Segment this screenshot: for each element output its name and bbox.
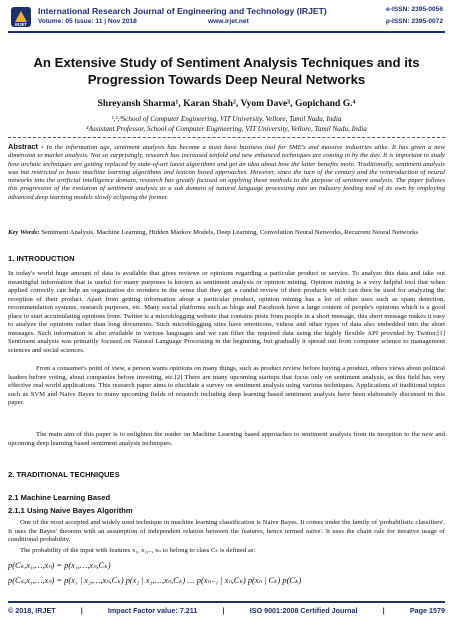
footer-page-number: Page 1579 xyxy=(409,606,445,615)
naive-bayes-paragraph-1: One of the most accepted and widely used technique in machine learning classification is Naive Bayes. It comes under the family of 'probabilistic classifiers'. It uses the Bayes' theorem with an assumption of independent relation between the features, hence termed naive'. It uses the chain rule for iterative usage of conditional probability. xyxy=(8,519,445,543)
author-list: Shreyansh Sharma¹, Karan Shah², Vyom Dave³, Gopichand G.⁴ xyxy=(97,98,356,109)
abstract-label: Abstract - xyxy=(8,142,44,151)
footer-separator: | xyxy=(222,606,225,615)
footer-divider xyxy=(8,601,445,603)
page-footer xyxy=(8,606,445,615)
abstract-divider xyxy=(8,137,445,138)
abstract-text: In the information age, sentiment analysis has become a must have business tool for SME's and massive industries alike. It has given a new dimension to market analysis. Not so surprisingly, research has increased tenfold and new enhanced techniques are coming in by the day. It is important to study how archaic techniques are getting replaced by state-of-art latest algorithms and get an idea about how the latter benefits more. Traditionally, sentiment analysis was but restricted to basic machine learning algorithms and lexicon based approaches. However, since the turn of the century and the reintroduction of neural networks into the artificial intelligence domain, research has greatly focused on applying these methods to the purpose of sentiment analysis. The paper follows this progression of the evolution of sentiment analysis as a sub domain of natural language processing into an industry feeding tool of its own by employing advanced deep learning models slowly eclipsing the former. xyxy=(8,144,445,201)
header-divider xyxy=(8,31,445,33)
equation-1: p(Cₖ,x₁,…,xₙ) = p(x₁,…,xₙ,Cₖ) xyxy=(8,561,111,570)
keywords-label: Key Words: xyxy=(8,229,40,236)
intro-paragraph-2: From a consumer's point of view, a person wants opinions on many things, such as product review before buying a product, others views about political leaders before voting, about companies before investing, etc.[2] There are many upcoming startups that focus only on sentiment analysis, as this field has very effective real world applications. This research paper aims to elucidate a survey on sentiment analysis using various techniques. Applications of traditional topics such as SVM and Naive Bayes to many upcoming fields of research including deep learning based sentiment analysis have been elaborately discussed in this paper. xyxy=(8,365,445,406)
logo-text: IRJET xyxy=(15,22,27,27)
e-issn: e-ISSN: 2395-0056 xyxy=(386,6,443,13)
naive-bayes-paragraph-2: The probability of the input with features x₁, x₂,.., xₙ to belong to class Cₖ is defined as: xyxy=(20,547,256,554)
irjet-logo xyxy=(10,6,32,28)
intro-paragraph-3: The main aim of this paper is to enlighten the reader on Machine Learning based approaches to sentiment analysis from its inception to the new and upcoming deep learning based sentiment analysis techniques. xyxy=(8,431,445,447)
paper-title: An Extensive Study of Sentiment Analysis Techniques and its Progression Towards Deep Neural Networks xyxy=(33,55,420,87)
abstract xyxy=(8,143,445,202)
heading-machine-learning: 2.1 Machine Learning Based xyxy=(8,493,111,502)
footer-impact-factor: Impact Factor value: 7.211 xyxy=(107,606,198,615)
journal-title: International Research Journal of Engineering and Technology (IRJET) xyxy=(38,6,327,16)
heading-introduction: 1. INTRODUCTION xyxy=(8,254,75,263)
journal-website[interactable]: www.irjet.net xyxy=(208,18,249,25)
heading-naive-bayes: 2.1.1 Using Naive Bayes Algorithm xyxy=(8,506,133,515)
keywords-text: Sentiment Analysis, Machine Learning, Hidden Markov Models, Deep Learning, Convolution Neural Networks, Recurrent Neural Networks xyxy=(39,229,419,236)
journal-header xyxy=(8,4,445,30)
heading-traditional-techniques: 2. TRADITIONAL TECHNIQUES xyxy=(8,470,120,479)
keywords xyxy=(8,229,445,237)
footer-separator: | xyxy=(382,606,385,615)
footer-iso: ISO 9001:2008 Certified Journal xyxy=(249,606,358,615)
footer-copyright: © 2018, IRJET xyxy=(8,606,56,615)
affiliation-students: ¹,²,³School of Computer Engineering, VIT University, Vellore, Tamil Nadu, India xyxy=(111,115,342,123)
intro-paragraph-1: In today's world huge amount of data is available that gives reviews or opinions regarding a particular product or service. To analyze this data and take out meaningful information that is useful for many purposes is known as sentiment analysis or opinion mining. Opinion mining is a very helpful tool that when applied correctly can help an organization do wonders in the sense that they get a candid review of their products which can then be used for analyzing the reception of their product. Apart from getting information about a particular product, opinion mining has a lot of other uses such as spam detection, recommendation systems, research purposes, etc. Many social platforms such as blogs and Facebook have a large content of people's opinions which is a good place to start accumulating opinions from. Twitter is a microblogging website that contains posts from people in a short message, this short message makes it easy to analyze the opinions rather than long documents. Such microblogging sites have emoticons, videos and other types of data also embedded into the short messages. Such information is also available in various languages and we can filter the required data using the highly flexible API provided by Twitter.[1] Sentiment analysis was primarily focused on Natural Language Processing in the beginning, but gradually it spread out from computer science to management sciences and social sciences. xyxy=(8,270,445,354)
volume-line: Volume: 05 Issue: 11 | Nov 2018 xyxy=(38,18,137,25)
equation-2: p(Cₖ,x₁,…,xₙ) = p(x₁ | x₂,…,xₙ,Cₖ) p(x₂ | x₃,…,xₙ,Cₖ) … p(xₙ₋₁ | xₙ,Cₖ) p(xₙ | Cₖ) p(Cₖ) xyxy=(8,576,302,585)
affiliation-professor: ⁴Assistant Professor, School of Computer Engineering, VIT University, Vellore, Tamil Nadu, India xyxy=(86,125,367,133)
p-issn: p-ISSN: 2395-0072 xyxy=(385,18,443,25)
footer-separator: | xyxy=(80,606,83,615)
